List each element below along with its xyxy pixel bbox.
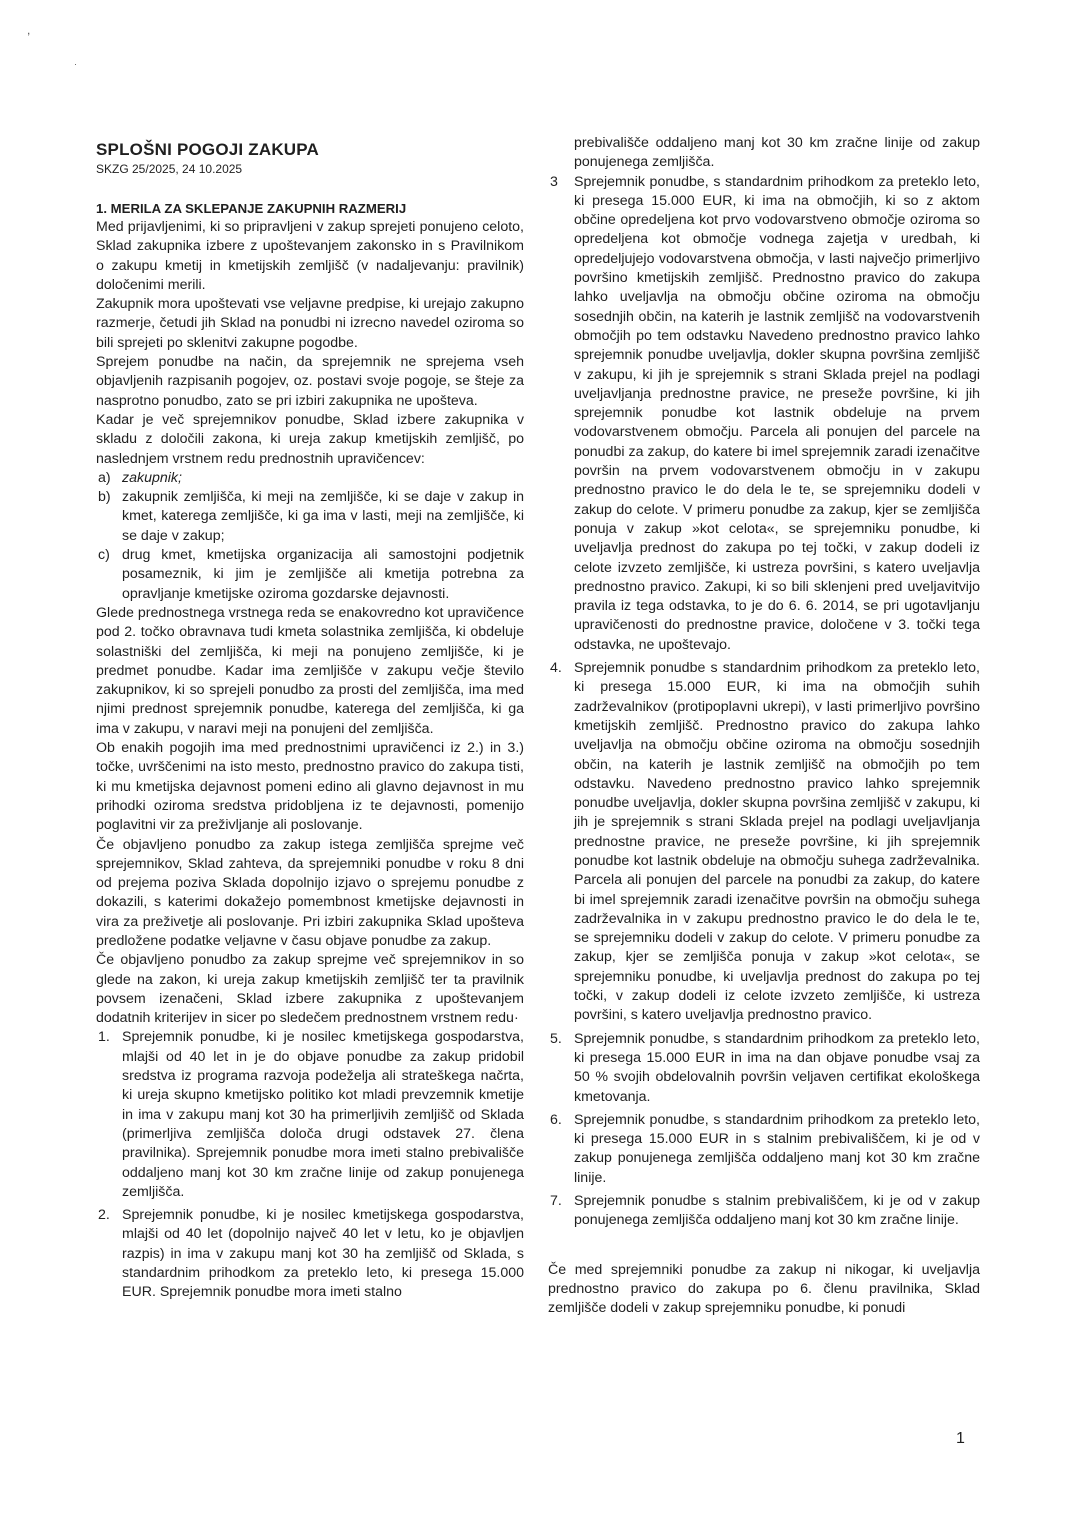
list-item <box>96 1028 524 1202</box>
list-item-text: Sprejemnik ponudbe, ki je nosilec kmetijskega gospodarstva, mlajši od 40 let (dopolnijo največ 40 let v letu, ko je objavljen razpis) in ima v zakupu manj kot 30 ha zemljišč od Sklada, s standardnim prihodkom za preteklo leto, ki presega 15.000 EUR. Sprejemnik ponudbe mora imeti stalno <box>122 1207 524 1301</box>
list-marker: 6. <box>550 1111 562 1128</box>
list-item <box>96 488 524 546</box>
document-title: SPLOŠNI POGOJI ZAKUPA <box>96 140 320 159</box>
list-marker: b) <box>98 489 111 506</box>
list-item <box>548 173 980 655</box>
list-item <box>96 469 524 488</box>
document-reference: SKZG 25/2025, 24 10.2025 <box>96 162 243 176</box>
list-item <box>96 546 524 604</box>
scan-speck: · <box>74 59 77 69</box>
list-item-text: drug kmet, kmetijska organizacija ali samostojni podjetnik posameznik, ki jim je zemljišče ali kmetija potrebna za opravljanje kmetijske oziroma gozdarske dejavnosti. <box>122 547 524 602</box>
list-marker: 2. <box>98 1207 110 1224</box>
list-marker: 7. <box>550 1193 562 1210</box>
list-marker: a) <box>98 469 111 486</box>
list-item-text: Sprejemnik ponudbe, ki je nosilec kmetijskega gospodarstva, mlajši od 40 let in je do objave ponudbe za zakup pridobil sredstva iz programa razvoja podeželja ali strateškega načrta, ki ureja skupno kmetijsko politiko kot mladi prevzemnik kmetije in ima v zakupu manj kot 30 ha primerljivih zemljišč od Sklada (primerljiva zemljišča določa drugi odstavek 27. člena pravilnika). Sprejemnik ponudbe mora imeti stalno prebivališče oddaljeno manj kot 30 km zračne linije od zakup ponujenega zemljišča. <box>122 1029 524 1200</box>
list-marker: 4. <box>550 660 562 677</box>
list-item-text: Sprejemnik ponudbe, s standardnim prihodkom za preteklo leto, ki presega 15.000 EUR in ima na dan objave ponudbe vsaj za 50 % svojih obdelovalnih površin veljaven certifikat ekološkega kmetovanja. <box>574 1030 980 1105</box>
list-item <box>96 1206 524 1302</box>
list-item-text: Sprejemnik ponudbe, s standardnim prihodkom za preteklo leto, ki presega 15.000 EUR, ki ima na območjih, ki so z aktom občine opredeljena kot prvo vodovarstveno območje oziroma so opredeljena kot območje vodnega zajetja v uredbah, ki opredeljujejo vodovarstvena območja, v lasti največjo primerljivo površino kmetijskih zemljišč. Prednostno pravico do zakupa lahko uveljavlja na območju občine oziroma na območju sosednjih občin, na katerih je lastnik zemljišč na vodovarstvenih območjih po tem odstavku Navedeno prednostno pravico lahko sprejemnik ponudbe uveljavlja, dokler skupna površina zemljišč v zakupu, ki jih je sprejemnik s strani Sklada prejel na podlagi uveljavljanja prednostne pravice, ne preseže površine, ki jih sprejemnik ponudbe kot lastnik obdeluje na prvem vodovarstvenem območju. Parcela ali ponujen del parcele na ponudbi za zakup, do katere bi imel sprejemnik zaradi izenačitve površin na prvem vodovarstvenem območju in v zakupu prednostno pravico le do dela le te, se sprejemniku dodeli v zakup do celote. V primeru ponudbe za zakup, kjer se zemljišča ponuja v zakup »kot celota«, se sprejemniku ponudbe, ki uveljavlja prednost do zakupa po tej točki, v zakup dodeli iz celote izvzeto zemljišče, ki ustreza površini, s katero uveljavlja prednostno pravico. Zakupi, ki so bili sklenjeni pred uveljavitvijo pravila iz tega odstavka, to je do 6. 6. 2014, se pri ugotavljanju upravičenosti do prednostne pravice, določene v 3. točki tega odstavka, ne upoštevajo. <box>574 173 980 653</box>
right-column <box>548 134 980 1319</box>
paragraph: Sprejem ponudbe na način, da sprejemnik ne sprejema vseh objavljenih razpisanih pogojev, oz. postavi svoje pogoje, se šteje za nasprotno ponudbo, zato se pri izbiri zakupnika ne upošteva. <box>96 354 524 409</box>
spacer <box>548 1235 980 1261</box>
paragraph: Zakupnik mora upoštevati vse veljavne predpise, ki urejajo zakupno razmerje, četudi jih Sklad na ponudbi ni izrecno navedel oziroma so bili sprejeti po sklenitvi zakupne pogodbe. <box>96 296 524 351</box>
scan-speck: , <box>27 23 31 37</box>
list-marker: c) <box>98 547 110 564</box>
list-item <box>548 1111 980 1188</box>
list-item-text: Sprejemnik ponudbe s stalnim prebivališčem, ki je od v zakup ponujenega zemljišča oddaljeno manj kot 30 km zračne linije. <box>574 1193 980 1229</box>
list-item-text: Sprejemnik ponudbe s standardnim prihodkom za preteklo leto, ki presega 15.000 EUR, ki ima na območjih suhih zadrževalnikov (protipoplavni ukrepi), v lasti primerljivo površino kmetijskih zemljišč. Prednostno pravico do zakupa lahko uveljavlja na območju občine oziroma na območju sosednjih občin, na katerih je lastnik zemljišč na območjih po tem odstavku. Navedeno prednostno pravico lahko sprejemnik ponudbe uveljavlja, dokler skupna površina zemljišč v zakupu, ki jih je sprejemnik s strani Sklada prejel na podlagi uveljavljanja prednostne pravice, ne preseže površine, ki jih sprejemnik ponudbe kot lastnik obdeluje na območju suhega zadrževalnika. Parcela ali ponujen del parcele na ponudbi za zakup, do katere bi imel sprejemnik zaradi izenačitve površin na območju suhega zadrževalnika in v zakupu prednostno pravico le do dela le te, se sprejemniku dodeli v zakup do celote. V primeru ponudbe za zakup, kjer se zemljišča ponuja v zakup »kot celota«, se sprejemniku ponudbe, ki uveljavlja prednost do zakupa po tej točki, v zakup dodeli iz celote izvzeto zemljišče, ki ustreza površini, s katero uveljavlja prednostno pravico. <box>574 660 980 1024</box>
list-item <box>548 659 980 1026</box>
paragraph: Med prijavljenimi, ki so pripravljeni v zakup sprejeti ponujeno celoto, Sklad zakupnika izbere z upoštevanjem zakonsko in s Pravilnikom o zakupu kmetij in kmetijskih zemljišč (v nadaljevanju: pravilnik) določenimi merili. <box>96 219 524 293</box>
list-item-text: Sprejemnik ponudbe, s standardnim prihodkom za preteklo leto, ki presega 15.000 EUR in s stalnim prebivališčem, ki je od v zakup ponujenega zemljišča oddaljeno manj kot 30 km zračne linije. <box>574 1111 980 1186</box>
list-marker: 3 <box>550 173 558 190</box>
list-item-text: zakupnik zemljišča, ki meji na zemljišče, ki se daje v zakup in kmet, katerega zemljišče, ki ga ima v lasti, meji na zemljišče, ki se daje v zakup; <box>122 489 524 544</box>
criteria-list-continued <box>548 173 980 1231</box>
criteria-list <box>96 1028 524 1302</box>
paragraph: Če objavljeno ponudbo za zakup istega zemljišča sprejme več sprejemnikov, Sklad zahteva, da sprejemniki ponudbe v roku 8 dni od prejema poziva Sklada dopolnijo izjavo o sprejemu ponudbe z dokazili, s katerimi dokažejo pomembnost kmetijske dejavnosti in vira za preživetje ali poslovanje. Pri izbiri zakupnika Sklad upošteva predložene podatke veljavne v času objave ponudbe za zakup. <box>96 836 524 949</box>
closing-paragraph: Če med sprejemniki ponudbe za zakup ni nikogar, ki uveljavlja prednostno pravico do zakupa po 6. členu pravilnika, Sklad zemljišče dodeli v zakup sprejemniku ponudbe, ki ponudi <box>548 1261 980 1317</box>
list-item <box>548 1030 980 1107</box>
paragraph: Glede prednostnega vrstnega reda se enakovredno kot upravičence pod 2. točko obravnava tudi kmeta solastnika zemljišča, ki obdeluje solastniški del zemljišča, ki meji na ponujeno zemljišče, ki je predmet ponudbe. Kadar ima zemljišče v zakupu večje število zakupnikov, ki so sprejeli ponudbo za prosti del zemljišča, ima med njimi prednost sprejemnik ponudbe, katerega del zemljišča, ki ga ima v zakupu, v naravi meji na ponujeni del zemljišča. <box>96 604 524 737</box>
list-item-continuation: prebivališče oddaljeno manj kot 30 km zračne linije od zakup ponujenega zemljišča. <box>574 135 980 171</box>
priority-list <box>96 469 524 604</box>
list-marker: 5. <box>550 1030 562 1047</box>
left-column <box>96 139 524 1307</box>
section-heading: 1. MERILA ZA SKLEPANJE ZAKUPNIH RAZMERIJ <box>96 201 407 216</box>
list-item-text: zakupnik; <box>122 469 182 486</box>
list-item <box>548 1192 980 1231</box>
paragraph: Kadar je več sprejemnikov ponudbe, Sklad izbere zakupnika v skladu z določili zakona, ki ureja zakup kmetijskih zemljišč, po naslednjem vrstnem redu prednostnih upravičencev: <box>96 411 524 467</box>
paragraph: Ob enakih pogojih ima med prednostnimi upravičenci iz 2.) in 3.) točke, uvrščenimi na isto mesto, prednostno pravico do zakupa tisti, ki mu kmetijska dejavnost pomeni edino ali glavno dejavnost in mu prihodki oziroma sredstva pridobljena iz te dejavnosti, pomenijo poglavitni vir za preživljanje ali poslovanje. <box>96 740 524 834</box>
list-marker: 1. <box>98 1029 110 1046</box>
page-number: 1 <box>956 1430 965 1447</box>
paragraph: Če objavljeno ponudbo za zakup sprejme več sprejemnikov in so glede na zakon, ki ureja zakup kmetijskih zemljišč ter ta pravilnik povsem izenačeni, Sklad izbere zakupnika z upoštevanjem dodatnih kriterijev in sicer po sledečem prednostnem vrstnem redu· <box>96 952 524 1027</box>
